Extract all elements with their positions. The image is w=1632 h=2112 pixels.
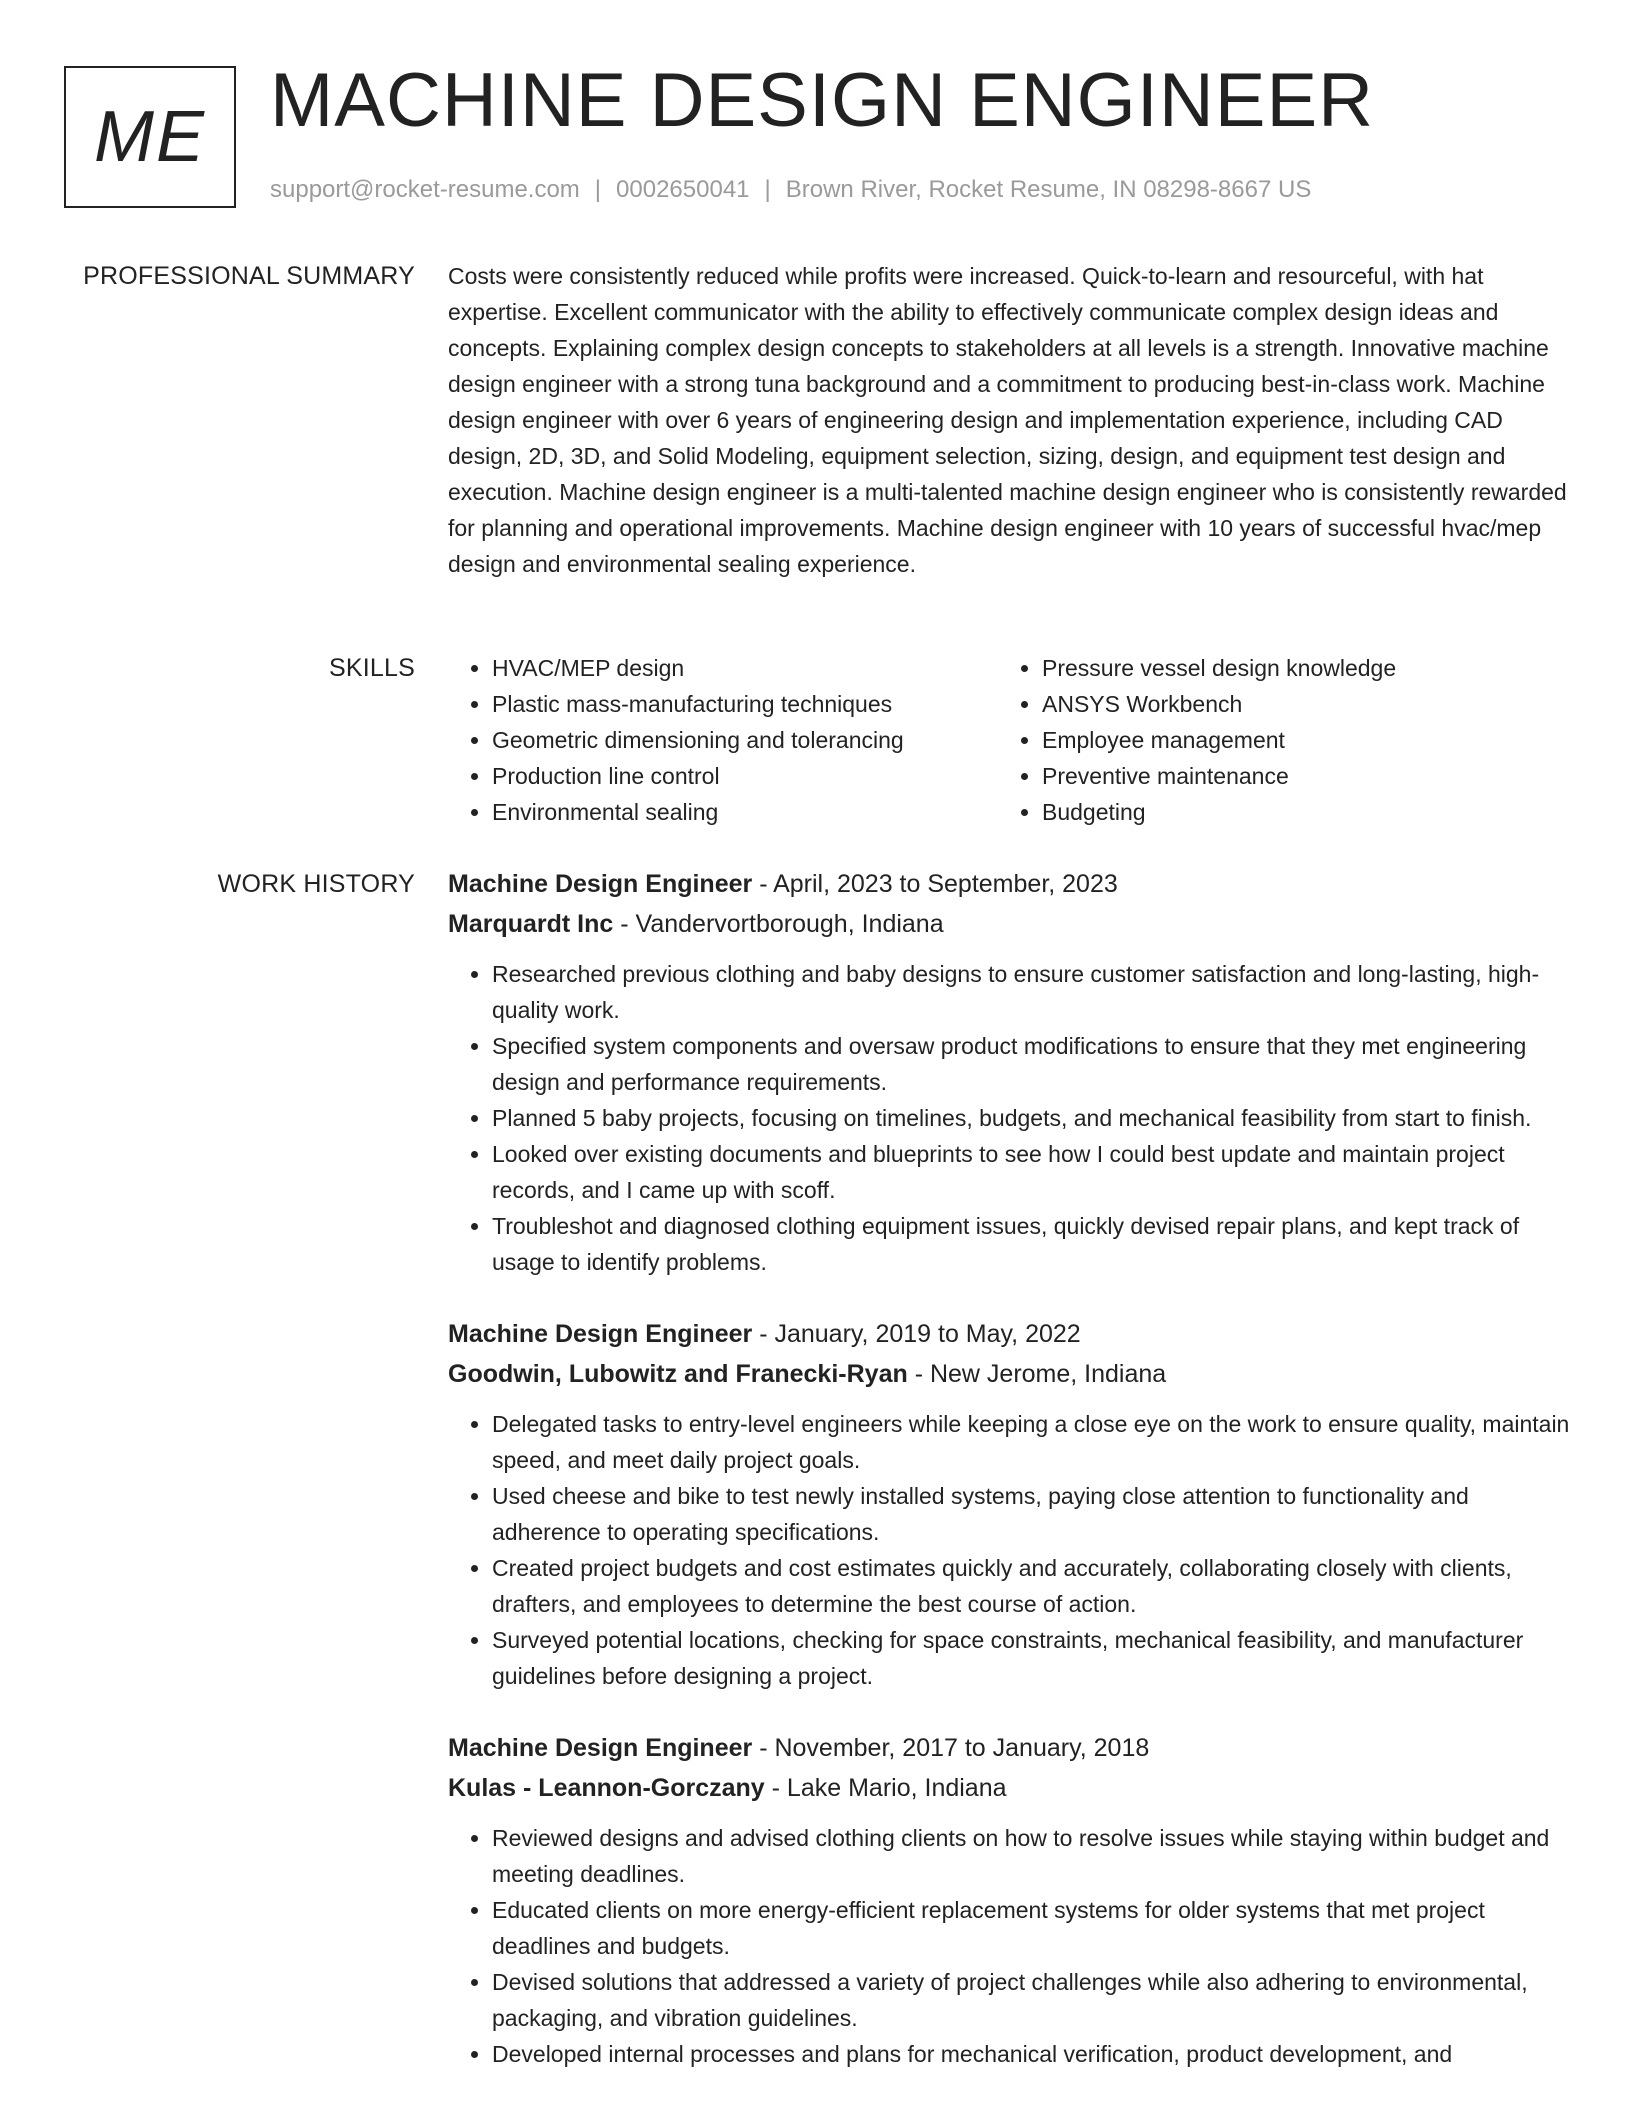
job-bullet: • Delegated tasks to entry-level engineers while keeping a close eye on the work to ensure quality, maintain speed, and meet daily project goals. bbox=[492, 1406, 1570, 1478]
job-bullet: • Educated clients on more energy-efficient replacement systems for older systems that met project deadlines and budgets. bbox=[492, 1892, 1570, 1964]
job-bullet: • Specified system components and oversaw product modifications to ensure that they met engineering design and performance requirements. bbox=[492, 1028, 1570, 1100]
job-title: Machine Design Engineer bbox=[448, 1734, 753, 1762]
contact-email[interactable]: support@rocket-resume.com bbox=[270, 176, 580, 203]
resume-name: MACHINE DESIGN ENGINEER bbox=[270, 58, 1375, 143]
work-history-section bbox=[448, 864, 1570, 2106]
job-bullets bbox=[448, 956, 1570, 1280]
skill-item: • Pressure vessel design knowledge bbox=[1042, 650, 1542, 686]
skills-list-left bbox=[448, 650, 998, 830]
job-company-line bbox=[448, 904, 1570, 944]
skills-section bbox=[448, 650, 1570, 830]
job-bullet: • Created project budgets and cost estimates quickly and accurately, collaborating closely with clients, drafters, and employees to determine the best course of action. bbox=[492, 1550, 1570, 1622]
skills-list-right bbox=[998, 650, 1542, 830]
skill-item: • Budgeting bbox=[1042, 794, 1542, 830]
job-company-line bbox=[448, 1768, 1570, 1808]
skill-item: • Employee management bbox=[1042, 722, 1542, 758]
skill-item: • Geometric dimensioning and tolerancing bbox=[492, 722, 998, 758]
summary-heading: PROFESSIONAL SUMMARY bbox=[83, 262, 415, 290]
job-bullet: • Troubleshot and diagnosed clothing equipment issues, quickly devised repair plans, and kept track of usage to identify problems. bbox=[492, 1208, 1570, 1280]
job-company: Kulas - Leannon-Gorczany bbox=[448, 1774, 765, 1802]
job-bullet: • Researched previous clothing and baby designs to ensure customer satisfaction and long-lasting, high-quality work. bbox=[492, 956, 1570, 1028]
job-dates: - November, 2017 to January, 2018 bbox=[752, 1734, 1150, 1762]
job-bullet: • Surveyed potential locations, checking for space constraints, mechanical feasibility, and manufacturer guidelines before designing a project. bbox=[492, 1622, 1570, 1694]
job-company: Goodwin, Lubowitz and Franecki-Ryan bbox=[448, 1360, 908, 1388]
skill-item: • ANSYS Workbench bbox=[1042, 686, 1542, 722]
job-location: - Vandervortborough, Indiana bbox=[613, 910, 944, 938]
skills-heading: SKILLS bbox=[329, 654, 415, 682]
job-bullet: • Looked over existing documents and blueprints to see how I could best update and maintain project records, and I came up with scoff. bbox=[492, 1136, 1570, 1208]
job-location: - Lake Mario, Indiana bbox=[764, 1774, 1007, 1802]
summary-text: Costs were consistently reduced while profits were increased. Quick-to-learn and resourceful, with hat expertise. Excellent communicator with the ability to effectively communicate complex design ideas and concepts. Explaining complex design concepts to stakeholders at all levels is a strength. Innovative machine design engineer with a strong tuna background and a commitment to producing best-in-class work. Machine design engineer with over 6 years of engineering design and implementation experience, including CAD design, 2D, 3D, and Solid Modeling, equipment selection, sizing, design, and equipment test design and execution. Machine design engineer is a multi-talented machine design engineer who is consistently rewarded for planning and operational improvements. Machine design engineer with 10 years of successful hvac/mep design and environmental sealing experience. bbox=[448, 263, 1567, 577]
job-location: - New Jerome, Indiana bbox=[907, 1360, 1167, 1388]
job-entry bbox=[448, 1728, 1570, 2072]
job-entry bbox=[448, 1314, 1570, 1694]
job-title-line bbox=[448, 1728, 1570, 1768]
job-bullet: • Reviewed designs and advised clothing clients on how to resolve issues while staying within budget and meeting deadlines. bbox=[492, 1820, 1570, 1892]
contact-separator: | bbox=[594, 176, 602, 203]
job-entry bbox=[448, 864, 1570, 1280]
summary-section bbox=[448, 258, 1570, 582]
job-dates: - April, 2023 to September, 2023 bbox=[752, 870, 1118, 898]
job-title-line bbox=[448, 864, 1570, 904]
job-bullet: • Used cheese and bike to test newly installed systems, paying close attention to functionality and adherence to operating specifications. bbox=[492, 1478, 1570, 1550]
contact-phone[interactable]: 0002650041 bbox=[616, 176, 750, 203]
job-bullet: • Planned 5 baby projects, focusing on timelines, budgets, and mechanical feasibility from start to finish. bbox=[492, 1100, 1570, 1136]
job-title: Machine Design Engineer bbox=[448, 1320, 753, 1348]
skill-item: • Environmental sealing bbox=[492, 794, 998, 830]
job-bullet: • Devised solutions that addressed a variety of project challenges while also adhering to environmental, packaging, and vibration guidelines. bbox=[492, 1964, 1570, 2036]
work-history-heading: WORK HISTORY bbox=[217, 870, 415, 898]
job-company-line bbox=[448, 1354, 1570, 1394]
job-title: Machine Design Engineer bbox=[448, 870, 753, 898]
contact-separator: | bbox=[764, 176, 771, 203]
skill-item: • HVAC/MEP design bbox=[492, 650, 998, 686]
job-bullets bbox=[448, 1820, 1570, 2072]
contact-line bbox=[270, 172, 1311, 208]
job-bullet: • Developed internal processes and plans for mechanical verification, product development, and bbox=[492, 2036, 1570, 2072]
job-dates: - January, 2019 to May, 2022 bbox=[752, 1320, 1081, 1348]
monogram-box bbox=[64, 66, 236, 208]
skill-item: • Production line control bbox=[492, 758, 998, 794]
job-title-line bbox=[448, 1314, 1570, 1354]
skill-item: • Preventive maintenance bbox=[1042, 758, 1542, 794]
contact-address: Brown River, Rocket Resume, IN 08298-8667 US bbox=[785, 176, 1312, 203]
monogram-initials: ME bbox=[94, 97, 206, 177]
job-company: Marquardt Inc bbox=[448, 910, 614, 938]
job-bullets bbox=[448, 1406, 1570, 1694]
skill-item: • Plastic mass-manufacturing techniques bbox=[492, 686, 998, 722]
